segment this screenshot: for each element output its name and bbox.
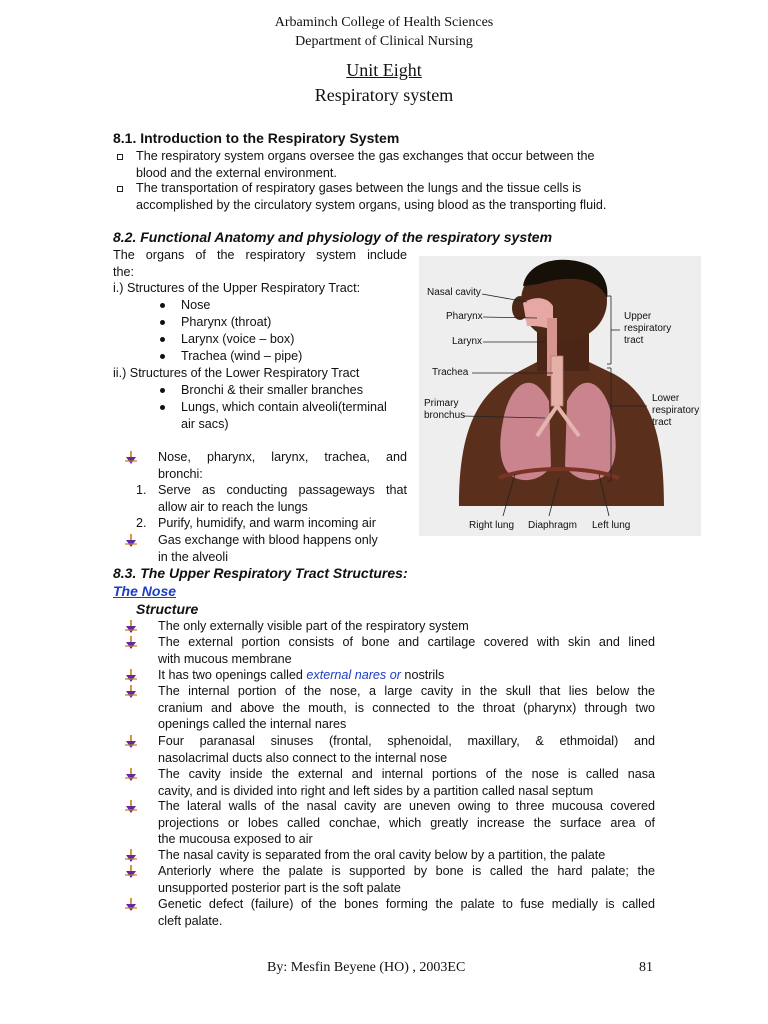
nose-item-7-line-2: projections or lobes called conchae, which greatly increase the surface area of: [158, 815, 655, 830]
upper-tract-heading: i.) Structures of the Upper Respiratory Tract:: [113, 281, 361, 295]
round-bullet-icon: [160, 405, 165, 410]
gas-exchange-line-2: in the alveoli: [158, 549, 229, 564]
nose-item-10-line-2: cleft palate.: [158, 913, 223, 928]
numbered-item-1-line-1: Serve as conducting passageways that: [158, 483, 407, 497]
conducting-organs-line-1: Nose, pharynx, larynx, trachea, and: [158, 450, 407, 464]
nose-item-4-line-3: openings called the internal nares: [158, 717, 347, 731]
respiratory-anatomy-figure: [419, 256, 701, 536]
arrow-bullet-icon: [125, 620, 137, 634]
label-lower-tract: tract: [652, 417, 672, 428]
label-primary: Primary: [424, 398, 459, 409]
nose-item-6-line-1: The cavity inside the external and internal portions of the nose is called nasa: [158, 767, 655, 781]
upper-item-larynx: Larynx (voice – box): [181, 332, 295, 346]
department-name: Department of Clinical Nursing: [295, 34, 473, 49]
section-8-3-heading: 8.3. The Upper Respiratory Tract Structures:: [113, 565, 408, 581]
arrow-bullet-icon: [125, 800, 137, 814]
nose-item-7-line-1: The lateral walls of the nasal cavity are uneven owing to three mucousa covered: [158, 799, 655, 813]
label-upper-tract: tract: [624, 335, 644, 346]
label-trachea: Trachea: [432, 367, 469, 378]
label-pharynx: Pharynx: [446, 311, 483, 322]
conducting-organs-line-2: bronchi:: [158, 466, 203, 481]
lower-item-lungs-line-1: Lungs, which contain alveoli(terminal: [181, 400, 387, 414]
lower-item-lungs-line-2: air sacs): [181, 416, 229, 431]
nose-item-8: The nasal cavity is separated from the oral cavity below by a partition, the palate: [158, 848, 606, 862]
upper-item-nose: Nose: [181, 298, 211, 312]
arrow-bullet-icon: [125, 865, 137, 879]
organs-intro-line-1: The organs of the respiratory system include: [113, 248, 407, 262]
nose-item-10-line-1: Genetic defect (failure) of the bones forming the palate to fuse medially is called: [158, 897, 655, 911]
nose-item-3-text-c: nostrils: [400, 668, 445, 682]
nose-item-9-line-2: unsupported posterior part is the soft palate: [158, 880, 401, 895]
numbered-item-2: Purify, humidify, and warm incoming air: [158, 516, 376, 530]
intro-bullet-1-line-1: The respiratory system organs oversee the gas exchanges that occur between the: [136, 149, 595, 163]
arrow-bullet-icon: [125, 451, 137, 465]
intro-bullet-2-line-1: The transportation of respiratory gases between the lungs and the tissue cells is: [136, 181, 582, 195]
numbered-item-1-line-2: allow air to reach the lungs: [158, 499, 308, 514]
nose-item-6-line-2: cavity, and is divided into right and left sides by a partition called nasal septum: [158, 783, 594, 798]
label-left-lung: Left lung: [592, 520, 631, 531]
nose-item-9-line-1: Anteriorly where the palate is supported by bone is called the hard palate; the: [158, 864, 655, 878]
section-8-2-heading: 8.2. Functional Anatomy and physiology of the respiratory system: [113, 229, 553, 245]
nose-item-3: [158, 667, 655, 684]
arrow-bullet-icon: [125, 898, 137, 912]
arrow-bullet-icon: [125, 735, 137, 749]
square-bullet-icon: [117, 154, 123, 160]
institution-name: Arbaminch College of Health Sciences: [274, 15, 494, 30]
intro-bullet-2-line-2: accomplished by the circulatory system organs, using blood as the transporting fluid.: [136, 197, 607, 212]
label-right-lung: Right lung: [469, 520, 515, 531]
label-lower: Lower: [652, 393, 680, 404]
page-number: 81: [639, 960, 653, 975]
intro-bullet-1-line-2: blood and the external environment.: [136, 165, 337, 180]
label-bronchus: bronchus: [424, 410, 466, 421]
square-bullet-icon: [117, 186, 123, 192]
nose-item-3-text-a: It has two openings called: [158, 668, 307, 682]
nose-item-2-line-1: The external portion consists of bone and cartilage covered with skin and lined: [158, 635, 655, 649]
topic-title: Respiratory system: [314, 85, 454, 105]
section-8-1-heading: 8.1. Introduction to the Respiratory System: [113, 130, 400, 146]
organs-intro-line-2: the:: [113, 264, 135, 279]
lower-item-bronchi: Bronchi & their smaller branches: [181, 383, 363, 397]
round-bullet-icon: [160, 388, 165, 393]
label-nasal-cavity: Nasal cavity: [427, 287, 481, 298]
round-bullet-icon: [160, 354, 165, 359]
nose-item-1: The only externally visible part of the respiratory system: [158, 619, 469, 633]
nose-item-5-line-1: Four paranasal sinuses (frontal, sphenoidal, maxillary, & ethmoidal) and: [158, 734, 655, 748]
nose-item-5-line-2: nasolacrimal ducts also connect to the internal nose: [158, 750, 448, 765]
nose-item-4-line-1: The internal portion of the nose, a large cavity in the skull that lies below the: [158, 684, 655, 698]
arrow-bullet-icon: [125, 669, 137, 683]
round-bullet-icon: [160, 303, 165, 308]
round-bullet-icon: [160, 320, 165, 325]
gas-exchange-line-1: Gas exchange with blood happens only: [158, 533, 378, 547]
unit-title: Unit Eight: [346, 60, 422, 80]
upper-item-pharynx: Pharynx (throat): [181, 315, 272, 329]
footer-author: By: Mesfin Beyene (HO) , 2003EC: [267, 960, 466, 975]
label-larynx: Larynx: [452, 336, 483, 347]
numbered-item-2-number: 2.: [136, 516, 147, 530]
numbered-item-1-number: 1.: [136, 483, 147, 497]
upper-item-trachea: Trachea (wind – pipe): [181, 349, 303, 363]
nose-item-7-line-3: the mucousa exposed to air: [158, 832, 313, 846]
arrow-bullet-icon: [125, 534, 137, 548]
nose-item-2-line-2: with mucous membrane: [158, 651, 292, 666]
arrow-bullet-icon: [125, 685, 137, 699]
structure-subheading: Structure: [136, 601, 199, 617]
arrow-bullet-icon: [125, 849, 137, 863]
round-bullet-icon: [160, 337, 165, 342]
nose-item-4-line-2: cranium and above the mouth, is connected to the throat (pharynx) through two: [158, 700, 655, 715]
label-upper-respiratory: respiratory: [624, 323, 672, 334]
label-lower-respiratory: respiratory: [652, 405, 700, 416]
the-nose-link[interactable]: The Nose: [113, 583, 177, 599]
label-upper: Upper: [624, 311, 652, 322]
arrow-bullet-icon: [125, 636, 137, 650]
lower-tract-heading: ii.) Structures of the Lower Respiratory Tract: [113, 366, 360, 380]
external-nares-term: external nares or: [306, 668, 401, 682]
arrow-bullet-icon: [125, 768, 137, 782]
label-diaphragm: Diaphragm: [528, 520, 577, 531]
